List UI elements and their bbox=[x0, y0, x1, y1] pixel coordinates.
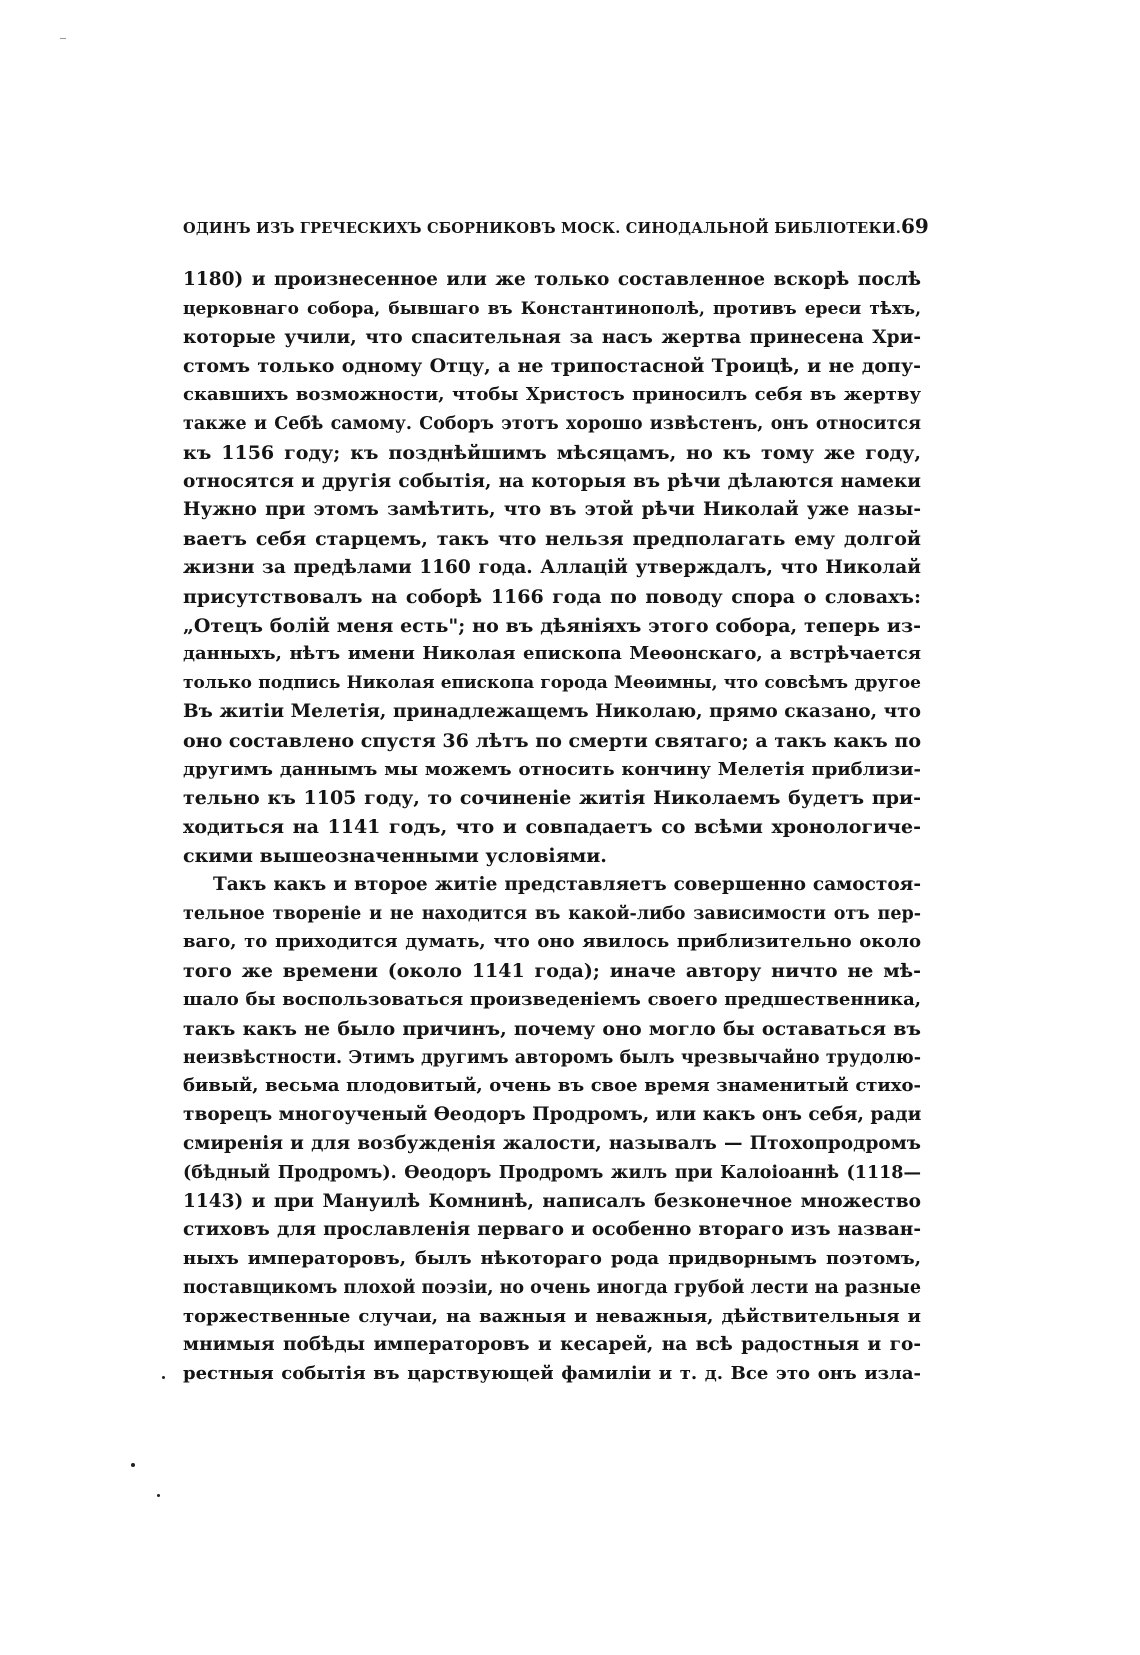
text-line: жизни за предѣлами 1160 года. Аллацій утверждалъ, что Николай bbox=[183, 556, 921, 578]
text-line: такъ какъ не было причинъ, почему оно могло бы оставаться въ bbox=[183, 1017, 921, 1040]
scan-speck bbox=[131, 1463, 135, 1467]
text-line: къ 1156 году; къ позднѣйшимъ мѣсяцамъ, но къ тому же году, bbox=[183, 441, 921, 464]
text-line: церковнаго собора, бывшаго въ Константинополѣ, противъ ереси тѣхъ, bbox=[183, 298, 921, 319]
text-line: другимъ даннымъ мы можемъ относить кончину Мелетія приблизи- bbox=[183, 758, 921, 780]
text-line: Нужно при этомъ замѣтить, что въ этой рѣчи Николай уже назы- bbox=[183, 499, 921, 521]
body-text bbox=[183, 266, 921, 1389]
text-line: смиренія и для возбужденія жалости, называлъ — Птохопродромъ bbox=[183, 1132, 921, 1154]
text-line: тельное твореніе и не находится въ какой-либо зависимости отъ пер- bbox=[183, 903, 921, 924]
paragraph-2 bbox=[183, 871, 921, 1389]
text-line: стомъ только одному Отцу, а не трипостасной Троицѣ, и не допу- bbox=[183, 355, 921, 378]
scan-speck bbox=[162, 1376, 165, 1379]
text-line: ваго, то приходится думать, что оно явилось приблизительно около bbox=[183, 931, 921, 953]
text-line: ваетъ себя старцемъ, такъ что нельзя предполагать ему долгой bbox=[183, 528, 921, 551]
scan-speck bbox=[157, 1494, 160, 1497]
text-line: присутствовалъ на соборѣ 1166 года по поводу спора о словахъ: bbox=[183, 585, 921, 608]
text-line: рестныя событія въ царствующей фамиліи и т. д. Все это онъ изла- bbox=[183, 1363, 921, 1385]
text-line: „Отецъ болій меня есть"; но въ дѣяніяхъ этого собора, теперь из- bbox=[183, 614, 921, 637]
page-number: 69 bbox=[900, 214, 929, 238]
page-header bbox=[183, 214, 929, 238]
text-line: 1143) и при Мануилѣ Комнинѣ, написалъ безконечное множество bbox=[183, 1190, 921, 1212]
text-line: скавшихъ возможности, чтобы Христосъ приносилъ себя въ жертву bbox=[183, 384, 921, 406]
text-line: мнимыя побѣды императоровъ и кесарей, на всѣ радостныя и го- bbox=[183, 1334, 921, 1356]
text-line: Такъ какъ и второе житіе представляетъ совершенно самостоя- bbox=[213, 873, 921, 895]
paragraph-1 bbox=[183, 266, 921, 871]
running-title: ОДИНЪ ИЗЪ ГРЕЧЕСКИХЪ СБОРНИКОВЪ МОСК. СИНОДАЛЬНОЙ БИБЛІОТЕКИ. bbox=[183, 220, 901, 237]
text-line: стиховъ для прославленія перваго и особенно втораго изъ назван- bbox=[183, 1219, 921, 1241]
text-line: которые учили, что спасительная за насъ жертва принесена Хри- bbox=[183, 326, 921, 348]
text-line: торжественные случаи, на важныя и неважныя, дѣйствительныя и bbox=[183, 1305, 921, 1327]
text-line: ходиться на 1141 годъ, что и совпадаетъ со всѣми хронологиче- bbox=[183, 816, 921, 839]
text-line: неизвѣстности. Этимъ другимъ авторомъ былъ чрезвычайно трудолю- bbox=[183, 1047, 921, 1068]
text-line: тельно къ 1105 году, то сочиненіе житія Николаемъ будетъ при- bbox=[183, 787, 921, 810]
scan-speck bbox=[60, 38, 66, 39]
text-line: также и Себѣ самому. Соборъ этотъ хорошо извѣстенъ, онъ относится bbox=[183, 413, 921, 434]
text-line: поставщикомъ плохой поэзіи, но очень иногда грубой лести на разные bbox=[183, 1277, 921, 1298]
text-line: того же времени (около 1141 года); иначе автору ничто не мѣ- bbox=[183, 960, 921, 983]
text-line: бивый, весьма плодовитый, очень въ свое время знаменитый стихо- bbox=[183, 1075, 921, 1097]
text-line: 1180) и произнесенное или же только составленное вскорѣ послѣ bbox=[183, 269, 921, 290]
text-line: Въ житіи Мелетія, принадлежащемъ Николаю, прямо сказано, что bbox=[183, 700, 921, 722]
text-line: шало бы воспользоваться произведеніемъ своего предшественника, bbox=[183, 988, 921, 1010]
text-line: творецъ многоученый Ѳеодоръ Продромъ, или какъ онъ себя, ради bbox=[183, 1104, 921, 1126]
text-line: скими вышеозначенными условіями. bbox=[183, 844, 607, 867]
text-line: данныхъ, нѣтъ имени Николая епископа Меѳонскаго, а встрѣчается bbox=[183, 643, 921, 665]
text-line: оно составлено спустя 36 лѣтъ по смерти святаго; а такъ какъ по bbox=[183, 729, 921, 752]
text-line: ныхъ императоровъ, былъ нѣкотораго рода придворнымъ поэтомъ, bbox=[183, 1248, 921, 1270]
text-line: (бѣдный Продромъ). Ѳеодоръ Продромъ жилъ при Калоіоаннѣ (1118— bbox=[183, 1162, 921, 1183]
text-line: только подпись Николая епископа города Меѳимны, что совсѣмъ другое bbox=[183, 673, 921, 694]
text-line: относятся и другія событія, на которыя въ рѣчи дѣлаются намеки bbox=[183, 470, 921, 492]
